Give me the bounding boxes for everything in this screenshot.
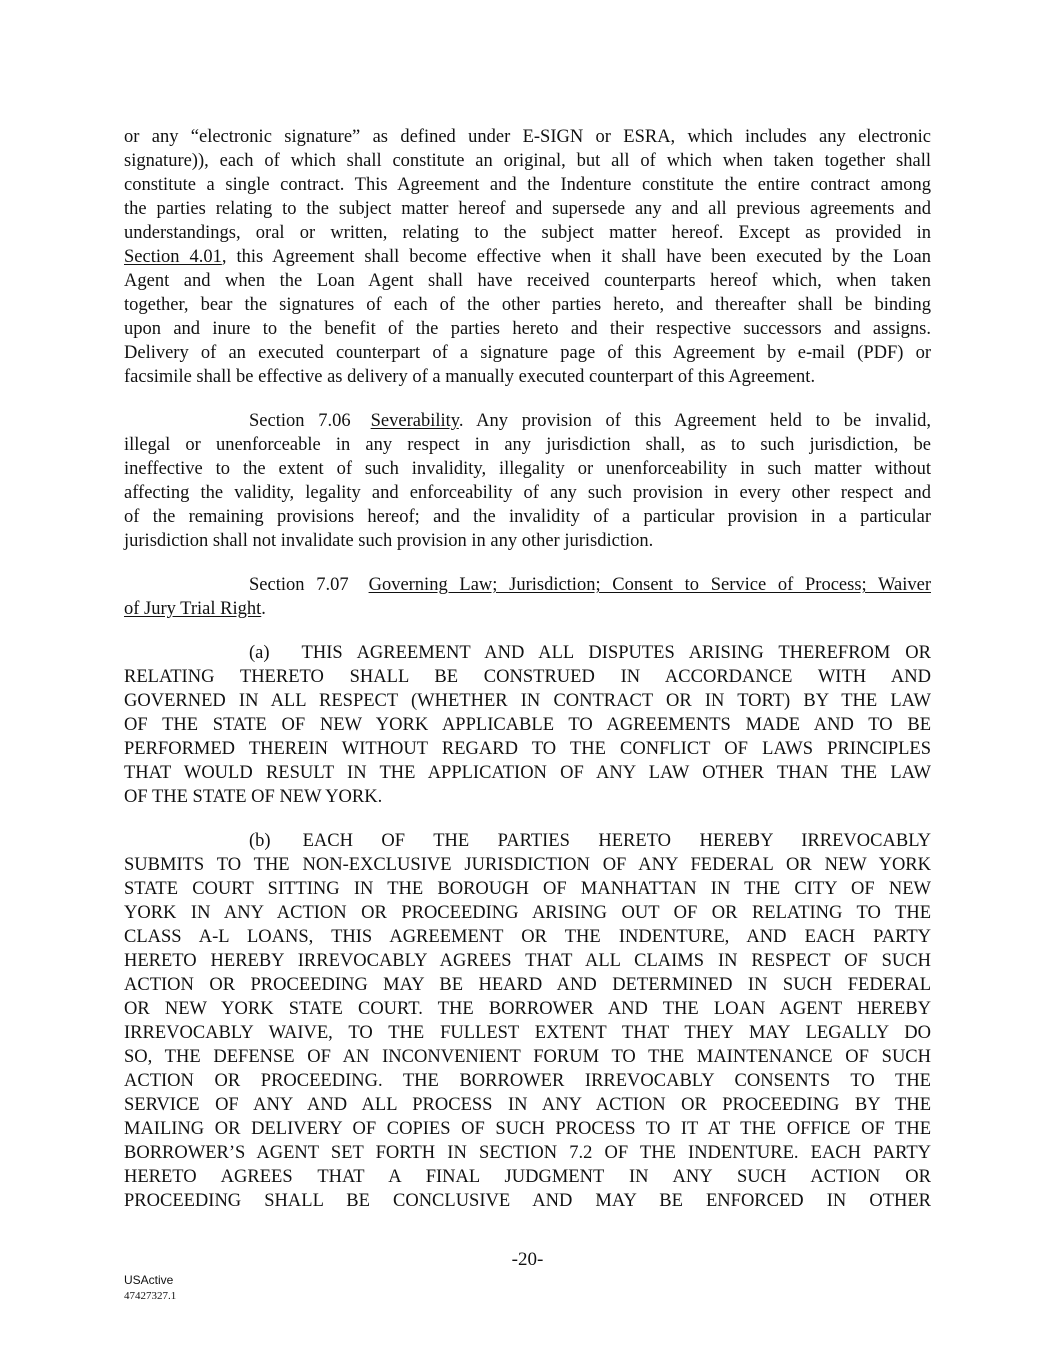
text-segment: YORK IN ANY ACTION OR PROCEEDING ARISING OUT OF OR RELATING TO THE — [124, 903, 931, 923]
text-line — [124, 433, 931, 457]
text-line — [124, 597, 931, 621]
text-line — [124, 1189, 931, 1213]
text-line — [124, 1117, 931, 1141]
text-line — [124, 877, 931, 901]
text-segment: CLASS A-L LOANS, THIS AGREEMENT OR THE INDENTURE, AND EACH PARTY — [124, 927, 931, 947]
text-segment: STATE COURT SITTING IN THE BOROUGH OF MANHATTAN IN THE CITY OF NEW — [124, 879, 931, 899]
text-line — [124, 1093, 931, 1117]
text-segment: facsimile shall be effective as delivery of a manually executed counterpart of this Agreement. — [124, 367, 816, 387]
text-line — [124, 785, 931, 809]
text-segment: HERETO HEREBY IRREVOCABLY AGREES THAT ALL CLAIMS IN RESPECT OF SUCH — [124, 951, 931, 971]
underlined-heading: of Jury Trial Right — [124, 599, 262, 619]
text-segment: upon and inure to the benefit of the parties hereto and their respective successors and assigns. — [124, 319, 931, 339]
paragraph — [124, 125, 931, 389]
underlined-heading: Severability — [370, 411, 459, 431]
text-line — [124, 1045, 931, 1069]
text-segment: PROCEEDING SHALL BE CONCLUSIVE AND MAY BE ENFORCED IN OTHER — [124, 1191, 931, 1211]
text-segment: SO, THE DEFENSE OF AN INCONVENIENT FORUM TO THE MAINTENANCE OF SUCH — [124, 1047, 931, 1067]
text-line — [124, 761, 931, 785]
text-line — [124, 529, 931, 553]
text-line — [124, 853, 931, 877]
text-segment: affecting the validity, legality and enforceability of any such provision in every other respect and — [124, 483, 931, 503]
text-segment: GOVERNED IN ALL RESPECT (WHETHER IN CONTRACT OR IN TORT) BY THE LAW — [124, 691, 931, 711]
text-line — [124, 341, 931, 365]
text-segment: OR NEW YORK STATE COURT. THE BORROWER AND THE LOAN AGENT HEREBY — [124, 999, 931, 1019]
text-segment: the parties relating to the subject matter hereof and supersede any and all previous agreements and — [124, 199, 931, 219]
text-line — [124, 293, 931, 317]
text-segment: OF THE STATE OF NEW YORK APPLICABLE TO AGREEMENTS MADE AND TO BE — [124, 715, 931, 735]
text-segment: THIS AGREEMENT AND ALL DISPUTES ARISING THEREFROM OR — [301, 643, 931, 663]
text-line — [124, 317, 931, 341]
text-segment: OF THE STATE OF NEW YORK. — [124, 787, 383, 807]
paragraph — [124, 409, 931, 553]
text-line — [124, 997, 931, 1021]
text-segment: SERVICE OF ANY AND ALL PROCESS IN ANY ACTION OR PROCEEDING BY THE — [124, 1095, 931, 1115]
paragraph — [124, 641, 931, 809]
text-line — [124, 457, 931, 481]
text-segment: Section 7.06 — [249, 411, 351, 431]
text-line — [124, 665, 931, 689]
text-line — [124, 365, 931, 389]
text-segment: BORROWER’S AGENT SET FORTH IN SECTION 7.2 OF THE INDENTURE. EACH PARTY — [124, 1143, 931, 1163]
footer-doc-id: 47427327.1 — [124, 1290, 177, 1302]
text-segment: THAT WOULD RESULT IN THE APPLICATION OF ANY LAW OTHER THAN THE LAW — [124, 763, 931, 783]
text-segment: IRREVOCABLY WAIVE, TO THE FULLEST EXTENT THAT THEY MAY LEGALLY DO — [124, 1023, 931, 1043]
text-line — [124, 481, 931, 505]
text-segment: HERETO AGREES THAT A FINAL JUDGMENT IN ANY SUCH ACTION OR — [124, 1167, 931, 1187]
text-line — [124, 221, 931, 245]
text-segment: jurisdiction shall not invalidate such provision in any other jurisdiction. — [124, 531, 654, 551]
text-segment: signature)), each of which shall constitute an original, but all of which when taken together shall — [124, 151, 931, 171]
text-segment: ineffective to the extent of such invalidity, illegality or unenforceability in such matter without — [124, 459, 931, 479]
text-line — [124, 1069, 931, 1093]
text-line — [124, 125, 931, 149]
text-line — [124, 1021, 931, 1045]
footer-doc-label: USActive — [124, 1273, 174, 1287]
text-line — [124, 973, 931, 997]
text-line — [124, 173, 931, 197]
text-segment: . Any provision of this Agreement held to be invalid, — [458, 411, 931, 431]
text-segment: ACTION OR PROCEEDING. THE BORROWER IRREVOCABLY CONSENTS TO THE — [124, 1071, 931, 1091]
text-line — [124, 713, 931, 737]
text-segment: RELATING THERETO SHALL BE CONSTRUED IN ACCORDANCE WITH AND — [124, 667, 931, 687]
text-segment: (b) — [249, 831, 271, 851]
text-segment: PERFORMED THEREIN WITHOUT REGARD TO THE CONFLICT OF LAWS PRINCIPLES — [124, 739, 931, 759]
text-line — [124, 505, 931, 529]
text-line — [124, 197, 931, 221]
text-line — [124, 689, 931, 713]
text-segment: . — [261, 599, 266, 619]
text-line — [124, 925, 931, 949]
text-segment: SUBMITS TO THE NON-EXCLUSIVE JURISDICTION OF ANY FEDERAL OR NEW YORK — [124, 855, 931, 875]
text-line — [124, 269, 931, 293]
text-segment: Section 7.07 — [249, 575, 349, 595]
text-segment: EACH OF THE PARTIES HERETO HEREBY IRREVOCABLY — [302, 831, 931, 851]
text-line — [124, 641, 931, 665]
page-number: -20- — [511, 1249, 544, 1270]
text-line — [124, 245, 931, 269]
text-segment: Delivery of an executed counterpart of a signature page of this Agreement by e-mail (PDF) or — [124, 343, 931, 363]
text-line — [124, 409, 931, 433]
paragraph — [124, 829, 931, 1213]
underlined-heading: Governing Law; Jurisdiction; Consent to Service of Process; Waiver — [368, 575, 931, 595]
text-segment: constitute a single contract. This Agreement and the Indenture constitute the entire contract among — [124, 175, 931, 195]
text-segment: (a) — [249, 643, 270, 663]
text-segment: of the remaining provisions hereof; and the invalidity of a particular provision in a particular — [124, 507, 931, 527]
underlined-heading: Section 4.01 — [124, 247, 222, 267]
text-segment: , this Agreement shall become effective when it shall have been executed by the Loan — [221, 247, 931, 267]
text-line — [124, 829, 931, 853]
text-segment: illegal or unenforceable in any respect in any jurisdiction shall, as to such jurisdiction, be — [124, 435, 931, 455]
text-segment: Agent and when the Loan Agent shall have received counterparts hereof which, when taken — [124, 271, 931, 291]
text-segment: together, bear the signatures of each of the other parties hereto, and thereafter shall be binding — [124, 295, 931, 315]
text-line — [124, 1165, 931, 1189]
text-line — [124, 949, 931, 973]
text-segment: MAILING OR DELIVERY OF COPIES OF SUCH PROCESS TO IT AT THE OFFICE OF THE — [124, 1119, 931, 1139]
document-body — [124, 125, 931, 1233]
text-line — [124, 573, 931, 597]
paragraph — [124, 573, 931, 621]
text-line — [124, 737, 931, 761]
text-segment: or any “electronic signature” as defined under E-SIGN or ESRA, which includes any electronic — [124, 127, 931, 147]
text-line — [124, 901, 931, 925]
text-line — [124, 1141, 931, 1165]
text-line — [124, 149, 931, 173]
text-segment: understandings, oral or written, relating to the subject matter hereof. Except as provided in — [124, 223, 931, 243]
text-segment: ACTION OR PROCEEDING MAY BE HEARD AND DETERMINED IN SUCH FEDERAL — [124, 975, 931, 995]
